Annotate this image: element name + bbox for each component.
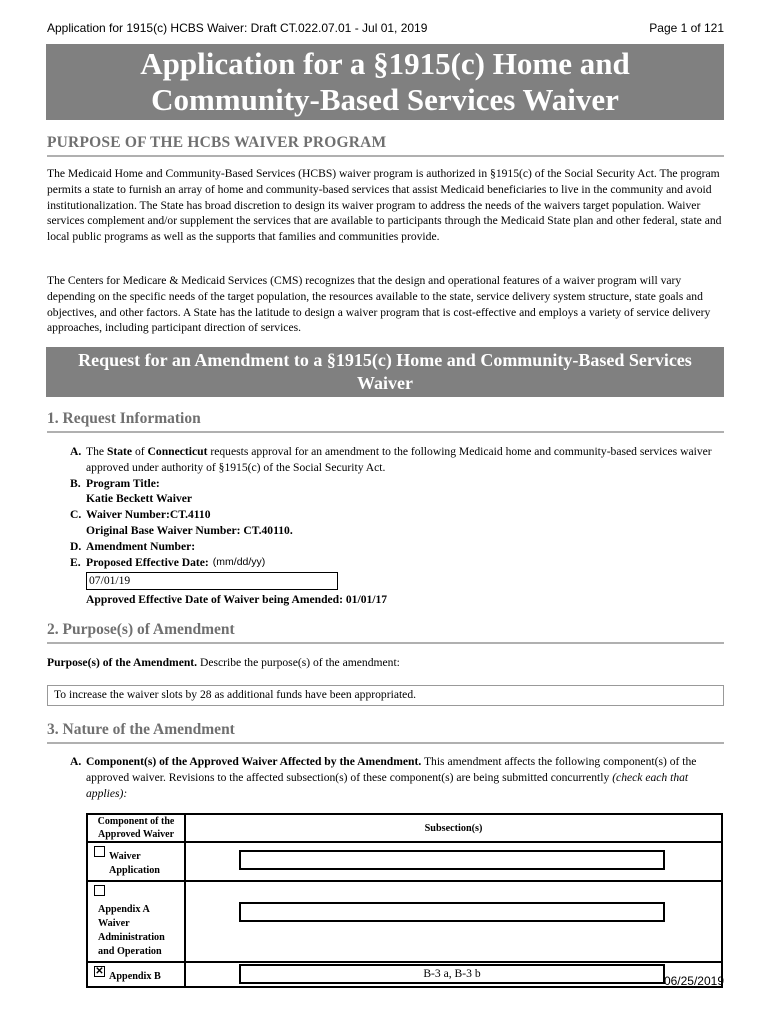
proposed-effective-date-field[interactable]: 07/01/19 [86, 572, 338, 590]
item-a-of: of [134, 445, 145, 458]
appendix-b-subsection-field[interactable]: B-3 a, B-3 b [239, 964, 665, 984]
item-c [70, 507, 724, 523]
section-2-heading: 2. Purpose(s) of Amendment [47, 621, 724, 644]
component-affected-text: This amendment affects the following component(s) of the approved waiver. Revisions to the affected subsection(s) of these component(s) are being submitted concurrently [86, 755, 697, 784]
item-e-letter: E. [70, 555, 81, 569]
amendment-number-label: Amendment Number: [86, 539, 196, 553]
component-label: Appendix B [109, 971, 161, 982]
request-title: Request for an Amendment to a §1915(c) Home and Community-Based Services Waiver [46, 347, 724, 397]
appendix-a-checkbox[interactable] [94, 885, 105, 896]
item-a-text [86, 444, 724, 476]
component-label: Appendix A Waiver Administration and Operation [98, 904, 165, 957]
purpose-paragraph-1: The Medicaid Home and Community-Based Services (HCBS) waiver program is authorized in §1915(c) of the Social Security Act. The program permits a state to furnish an array of home and community-based services that assist Medicaid beneficiaries to live in the community and avoid institutionalization. The State has broad discretion to design its waiver program to address the needs of the waivers target population. Waiver services complement and/or supplement the services that are available to participants through the Medicaid State plan and other federal, state and local public programs as well as the supports that families and communities provide. [47, 167, 722, 244]
item-b-letter: B. [70, 476, 81, 490]
item-a-rest: requests approval for an amendment to the following Medicaid home and community-based services waiver approved under authority of §1915(c) of the Social Security Act. [86, 445, 712, 474]
appendix-a-subsection-field[interactable] [239, 902, 665, 922]
header-page-number: Page 1 of 121 [649, 21, 724, 35]
section-3-heading: 3. Nature of the Amendment [47, 721, 724, 744]
component-label: Waiver Application [109, 851, 160, 876]
item-e [70, 555, 724, 571]
program-title-value: Katie Beckett Waiver [86, 492, 193, 506]
waiver-application-checkbox[interactable] [94, 846, 105, 857]
item-3a-text [86, 754, 724, 801]
table-row [87, 842, 722, 881]
waiver-number: Waiver Number:CT.4110 [86, 508, 211, 522]
item-3a-letter: A. [70, 755, 82, 768]
approved-effective-date: Approved Effective Date of Waiver being Amended: 01/01/17 [86, 593, 388, 607]
program-title-label: Program Title: [86, 476, 160, 490]
item-a-state-word: State [106, 445, 133, 458]
column-header-component: Component of the Approved Waiver [87, 814, 185, 842]
section-1-heading: 1. Request Information [47, 410, 724, 433]
item-a-the: The [86, 445, 105, 458]
item-a-letter: A. [70, 445, 82, 458]
purpose-label: Purpose(s) of the Amendment. [47, 656, 198, 669]
table-row [87, 962, 722, 987]
page-header [47, 21, 724, 35]
nature-of-amendment-list [70, 754, 724, 801]
components-table [86, 813, 723, 988]
item-a [70, 444, 724, 476]
item-d [70, 539, 724, 555]
original-base-waiver-number: Original Base Waiver Number: CT.40110. [86, 523, 293, 537]
item-3a [70, 754, 724, 801]
document-title: Application for a §1915(c) Home and Community-Based Services Waiver [46, 44, 724, 120]
date-format-hint: (mm/dd/yy) [212, 555, 266, 568]
purpose-of-amendment-prompt [47, 655, 724, 671]
header-doc-title: Application for 1915(c) HCBS Waiver: Draft CT.022.07.01 - Jul 01, 2019 [47, 21, 428, 35]
proposed-date-label: Proposed Effective Date: [86, 555, 209, 569]
component-affected-label: Component(s) of the Approved Waiver Affected by the Amendment. [86, 755, 422, 768]
waiver-application-subsection-field[interactable] [239, 850, 665, 870]
item-b [70, 476, 724, 492]
item-c-letter: C. [70, 508, 82, 522]
request-information-list [70, 444, 724, 608]
purpose-description: Describe the purpose(s) of the amendment: [199, 656, 400, 669]
purpose-paragraph-2: The Centers for Medicare & Medicaid Services (CMS) recognizes that the design and operational features of a waiver program will vary depending on the specific needs of the target population, the resources available to the state, service delivery system structure, state goals and objectives, and other factors. A State has the latitude to design a waiver program that is cost-effective and employs a variety of service delivery approaches, including participant direction of services. [47, 274, 711, 335]
check-each-note: (check each that applies): [86, 770, 689, 800]
item-d-letter: D. [70, 539, 82, 553]
footer-date: 06/25/2019 [663, 974, 724, 988]
purpose-heading: PURPOSE OF THE HCBS WAIVER PROGRAM [47, 134, 724, 157]
state-name: Connecticut [147, 445, 208, 458]
table-row [87, 881, 722, 962]
column-header-subsections: Subsection(s) [185, 814, 722, 842]
appendix-b-checkbox[interactable]: ✕ [95, 966, 104, 977]
purpose-of-amendment-field[interactable]: To increase the waiver slots by 28 as additional funds have been appropriated. [47, 685, 724, 706]
